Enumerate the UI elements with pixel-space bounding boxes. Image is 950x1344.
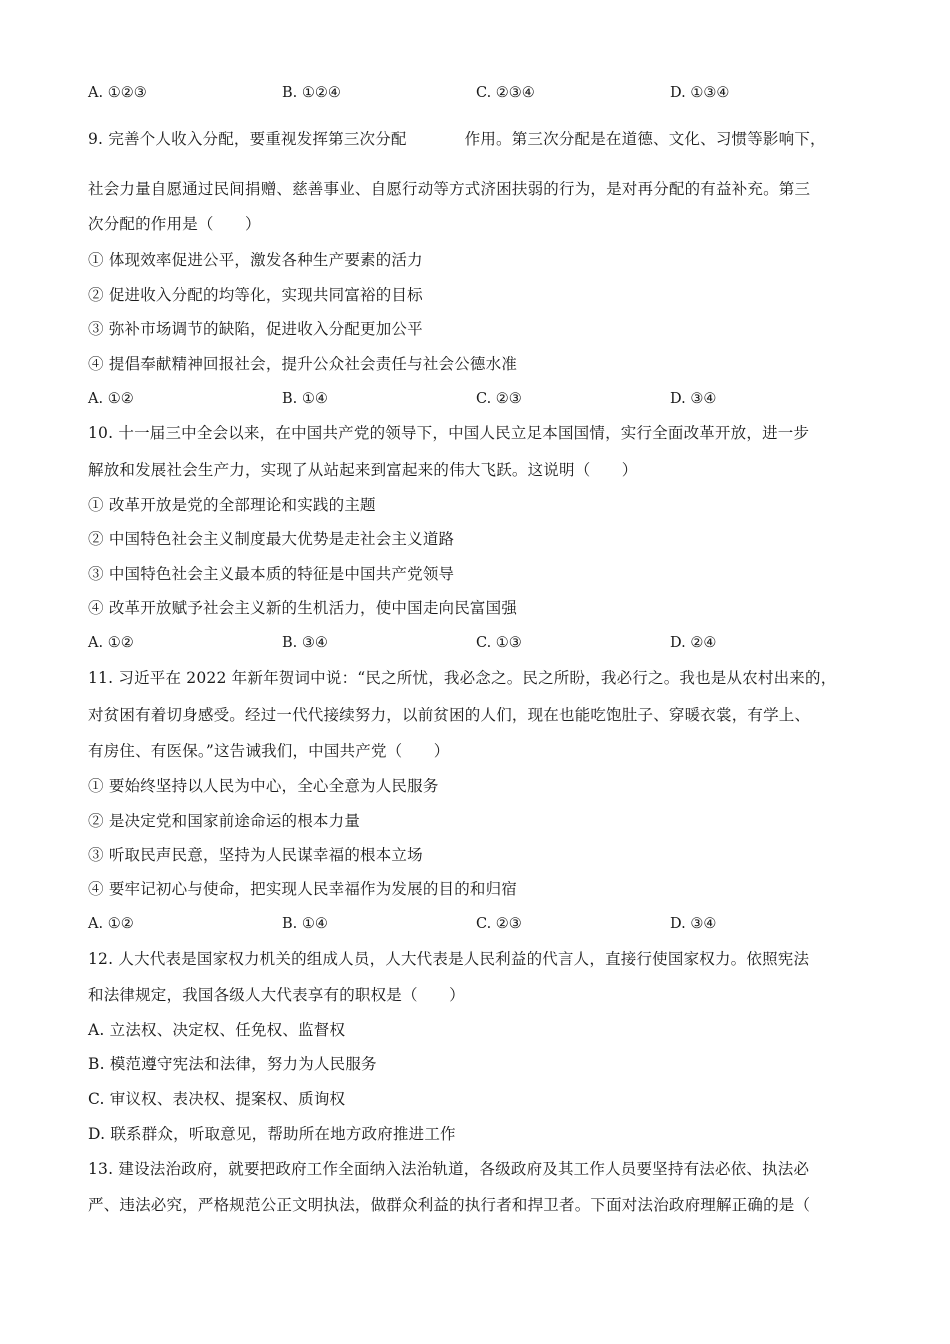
- q10-stem-line1: 10. 十一届三中全会以来，在中国共产党的领导下，中国人民立足本国国情，实行全面改革开放，进一步: [88, 424, 810, 442]
- q13-stem-line1: 13. 建设法治政府，就要把政府工作全面纳入法治轨道，各级政府及其工作人员要坚持有法必依、执法必: [88, 1160, 810, 1178]
- q10-item-4: ④ 改革开放赋予社会主义新的生机活力，使中国走向民富国强: [88, 599, 518, 617]
- q11-stem-line1: 11. 习近平在 2022 年新年贺词中说：“民之所忧，我必念之。民之所盼，我必行之。我也是从农村出来的，: [88, 669, 837, 687]
- q11-stem-line3: 有房住、有医保。”这告诫我们，中国共产党（ ）: [88, 742, 450, 760]
- q10-stem-line2: 解放和发展社会生产力，实现了从站起来到富起来的伟大飞跃。这说明（ ）: [88, 461, 638, 479]
- q8-option-a: A. ①②③: [88, 85, 147, 101]
- q9-stem-line2: 社会力量自愿通过民间捐赠、慈善事业、自愿行动等方式济困扶弱的行为，是对再分配的有益补充。第三: [88, 180, 811, 198]
- q9-item-3: ③ 弥补市场调节的缺陷，促进收入分配更加公平: [88, 320, 423, 338]
- q12-stem-line2: 和法律规定，我国各级人大代表享有的职权是（ ）: [88, 986, 465, 1004]
- q11-item-1: ① 要始终坚持以人民为中心，全心全意为人民服务: [88, 777, 439, 795]
- q10-option-a: A. ①②: [88, 635, 134, 651]
- q11-option-c: C. ②③: [476, 916, 522, 932]
- q10-item-1: ① 改革开放是党的全部理论和实践的主题: [88, 496, 376, 514]
- q11-option-b: B. ①④: [282, 916, 328, 932]
- q11-item-4: ④ 要牢记初心与使命，把实现人民幸福作为发展的目的和归宿: [88, 880, 518, 898]
- q10-option-c: C. ①③: [476, 635, 522, 651]
- q11-option-d: D. ③④: [670, 916, 717, 932]
- q11-item-2: ② 是决定党和国家前途命运的根本力量: [88, 812, 361, 830]
- q8-option-c: C. ②③④: [476, 85, 535, 101]
- q8-option-d: D. ①③④: [670, 85, 730, 101]
- q10-item-3: ③ 中国特色社会主义最本质的特征是中国共产党领导: [88, 565, 455, 583]
- q10-option-b: B. ③④: [282, 635, 328, 651]
- q11-item-3: ③ 听取民声民意，坚持为人民谋幸福的根本立场: [88, 846, 423, 864]
- q9-stem-line1: [88, 129, 826, 149]
- q9-stem-line3: 次分配的作用是（ ）: [88, 215, 261, 233]
- q9-option-c: C. ②③: [476, 391, 522, 407]
- q11-stem-line2: 对贫困有着切身感受。经过一代代接续努力，以前贫困的人们，现在也能吃饱肚子、穿暖衣裳，有学上、: [88, 706, 811, 724]
- q13-stem-line2: 严、违法必究，严格规范公正文明执法，做群众利益的执行者和捍卫者。下面对法治政府理解正确的是（: [88, 1196, 811, 1214]
- q9-stem-part2: 作用。第三次分配是在道德、文化、习惯等影响下，: [464, 130, 826, 148]
- q9-item-2: ② 促进收入分配的均等化，实现共同富裕的目标: [88, 286, 423, 304]
- q9-item-1: ① 体现效率促进公平，激发各种生产要素的活力: [88, 251, 423, 269]
- q9-option-b: B. ①④: [282, 391, 328, 407]
- q12-choice-b: B. 模范遵守宪法和法律，努力为人民服务: [88, 1055, 377, 1073]
- q9-stem-part1: 9. 完善个人收入分配，要重视发挥第三次分配: [88, 130, 407, 148]
- q9-item-4: ④ 提倡奉献精神回报社会，提升公众社会责任与社会公德水准: [88, 355, 518, 373]
- q10-item-2: ② 中国特色社会主义制度最大优势是走社会主义道路: [88, 530, 455, 548]
- q9-option-d: D. ③④: [670, 391, 717, 407]
- q12-choice-c: C. 审议权、表决权、提案权、质询权: [88, 1090, 346, 1108]
- q11-option-a: A. ①②: [88, 916, 134, 932]
- q8-option-b: B. ①②④: [282, 85, 341, 101]
- q12-choice-d: D. 联系群众，听取意见，帮助所在地方政府推进工作: [88, 1125, 456, 1143]
- q12-choice-a: A. 立法权、决定权、任免权、监督权: [88, 1021, 346, 1039]
- q10-option-d: D. ②④: [670, 635, 717, 651]
- q12-stem-line1: 12. 人大代表是国家权力机关的组成人员，人大代表是人民利益的代言人，直接行使国家权力。依照宪法: [88, 950, 810, 968]
- q9-option-a: A. ①②: [88, 391, 134, 407]
